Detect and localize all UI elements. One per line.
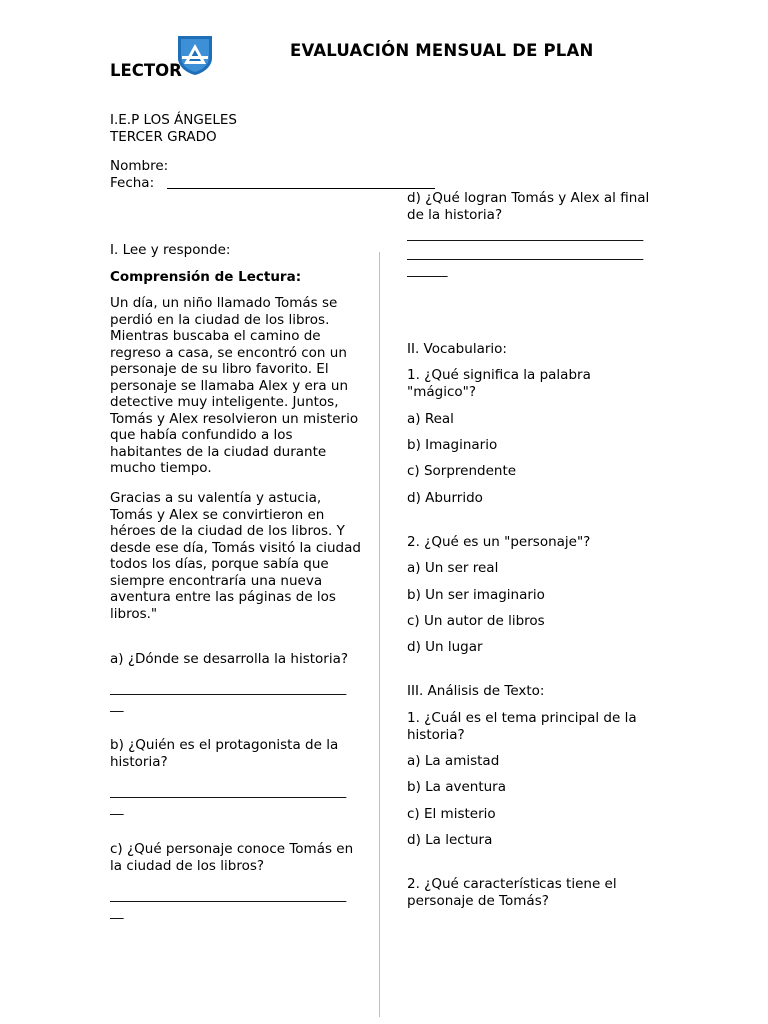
vocab-question-1: 1. ¿Qué significa la palabra "mágico"? [407,367,591,400]
vocab2-option[interactable]: c) Un autor de libros [407,613,545,629]
date-field-line[interactable] [167,188,435,189]
section3-heading: III. Análisis de Texto: [407,683,545,699]
analysis-question-1: 1. ¿Cuál es el tema principal de la historia? [407,710,637,743]
vocab-question-2: 2. ¿Qué es un "personaje"? [407,534,591,550]
vocab2-option[interactable]: b) Un ser imaginario [407,587,545,603]
answer-line-d-tail[interactable]: ______ [407,262,448,278]
vocab2-option[interactable]: d) Un lugar [407,639,483,655]
section2-heading: II. Vocabulario: [407,341,507,357]
question-c: c) ¿Qué personaje conoce Tomás en la ciudad de los libros? [110,841,354,874]
question-b: b) ¿Quién es el protagonista de la historia? [110,737,339,770]
school-name: I.E.P LOS ÁNGELES [110,112,237,128]
vocab1-option[interactable]: a) Real [407,411,454,427]
analysis1-option[interactable]: c) El misterio [407,806,496,822]
question-d: d) ¿Qué logran Tomás y Alex al final de la historia? [407,190,650,223]
school-grade: TERCER GRADO [110,128,217,145]
student-fields [110,158,168,191]
analysis1-option[interactable]: d) La lectura [407,832,493,848]
vocab1-option[interactable]: b) Imaginario [407,437,498,453]
name-label: Nombre: [110,158,169,174]
question-a: a) ¿Dónde se desarrolla la historia? [110,651,349,667]
school-info [110,112,237,145]
answer-line-c[interactable]: ___________________________________ [110,887,347,903]
answer-line-c-tail[interactable]: __ [110,904,124,920]
answer-line-d1[interactable]: ___________________________________ [407,226,644,242]
answer-line-b-tail[interactable]: __ [110,800,124,816]
analysis-question-2: 2. ¿Qué características tiene el personaje de Tomás? [407,876,617,909]
page-title: EVALUACIÓN MENSUAL DE PLAN [290,41,594,60]
column-divider [379,252,380,1017]
vocab1-option[interactable]: d) Aburrido [407,490,483,506]
reading-paragraph-2: Gracias a su valentía y astucia, Tomás y Alex se convirtieron en héroes de la ciudad de los libros. Y desde ese día, Tomás visitó la ciudad todos los días, porque sabía que siempre encontraría una nueva aventura entre las páginas de los libros." [110,490,361,622]
page-title-continuation: LECTOR [110,61,182,80]
answer-line-a[interactable]: ___________________________________ [110,680,347,696]
analysis1-option[interactable]: a) La amistad [407,753,500,769]
analysis1-option[interactable]: b) La aventura [407,779,507,795]
section-reading [110,242,362,259]
answer-line-a-tail[interactable]: __ [110,697,124,713]
vocab1-option[interactable]: c) Sorprendente [407,463,517,479]
date-label: Fecha: [110,174,155,191]
vocab2-option[interactable]: a) Un ser real [407,560,499,576]
reading-paragraph-1: Un día, un niño llamado Tomás se perdió en la ciudad de los libros. Mientras buscaba el camino de regreso a casa, se encontró con un personaje de su libro favorito. El personaje se llamaba Alex y era un detective muy inteligente. Juntos, Tomás y Alex resolvieron un misterio que había confundido a los habitantes de la ciudad durante mucho tiempo. [110,295,359,476]
reading-subtitle: Comprensión de Lectura: [110,269,302,285]
answer-line-b[interactable]: ___________________________________ [110,783,347,799]
section1-heading: I. Lee y responde: [110,242,231,258]
answer-line-d2[interactable]: ___________________________________ [407,245,644,261]
